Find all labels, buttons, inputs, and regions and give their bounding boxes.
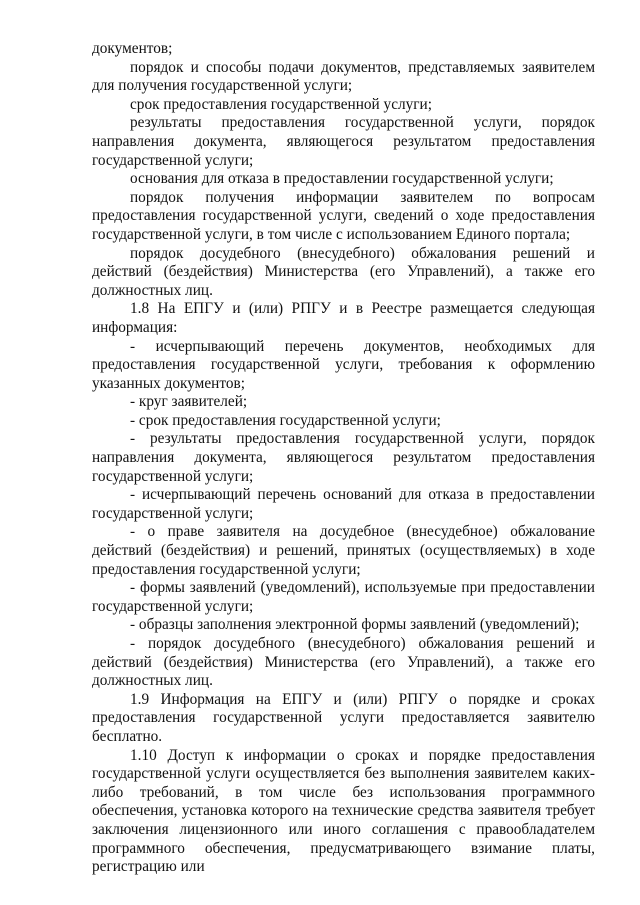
list-item: - исчерпывающий перечень документов, необходимых для предоставления государственной услуги, требования к оформлению указанных документов;	[92, 337, 595, 392]
paragraph: срок предоставления государственной услуги;	[130, 95, 432, 113]
list-item: - формы заявлений (уведомлений), используемые при предоставлении государственной услуги;	[92, 579, 595, 615]
list-item: - образцы заполнения электронной формы заявлений (уведомлений);	[130, 616, 580, 634]
list-item: - о праве заявителя на досудебное (внесудебное) обжалование действий (бездействия) и решений, принятых (осуществляемых) в ходе предоставления государственной услуги;	[92, 523, 595, 578]
paragraph-continuation: документов;	[92, 40, 173, 57]
list-item: - порядок досудебного (внесудебного) обжалования решений и действий (бездействия) Министерства (его Управлений), а также его должностных лиц.	[92, 635, 595, 690]
paragraph: порядок получения информации заявителем по вопросам предоставления государственной услуги, сведений о ходе предоставления государственной услуги, в том числе с использованием Единого портала;	[92, 188, 595, 243]
paragraph: результаты предоставления государственной услуги, порядок направления документа, являющегося результатом предоставления государственной услуги;	[92, 114, 595, 169]
paragraph: основания для отказа в предоставлении государственной услуги;	[130, 170, 554, 188]
list-item: - срок предоставления государственной услуги;	[130, 411, 441, 429]
list-item: - круг заявителей;	[130, 393, 248, 411]
list-item: - исчерпывающий перечень оснований для отказа в предоставлении государственной услуги;	[92, 486, 595, 522]
section-1-9: 1.9 Информация на ЕПГУ и (или) РПГУ о порядке и сроках предоставления государственной услуги предоставляется заявителю бесплатно.	[92, 690, 595, 745]
paragraph: порядок и способы подачи документов, представляемых заявителем для получения государственной услуги;	[92, 58, 595, 95]
section-1-10: 1.10 Доступ к информации о сроках и порядке предоставления государственной услуги осуществляется без выполнения заявителем каких-либо требований, в том числе без использования программного обеспечения, установка которого на технические средства заявителя требует заключения лицензионного или иного соглашения с правообладателем программного обеспечения, предусматривающего взимание платы, регистрацию или	[92, 746, 595, 876]
section-1-8: 1.8 На ЕПГУ и (или) РПГУ и в Реестре размещается следующая информация:	[92, 300, 595, 336]
document-page	[92, 40, 595, 877]
paragraph: порядок досудебного (внесудебного) обжалования решений и действий (бездействия) Министерства (его Управлений), а также его должностных лиц.	[92, 244, 595, 299]
list-item: - результаты предоставления государственной услуги, порядок направления документа, являющегося результатом предоставления государственной услуги;	[92, 430, 595, 485]
